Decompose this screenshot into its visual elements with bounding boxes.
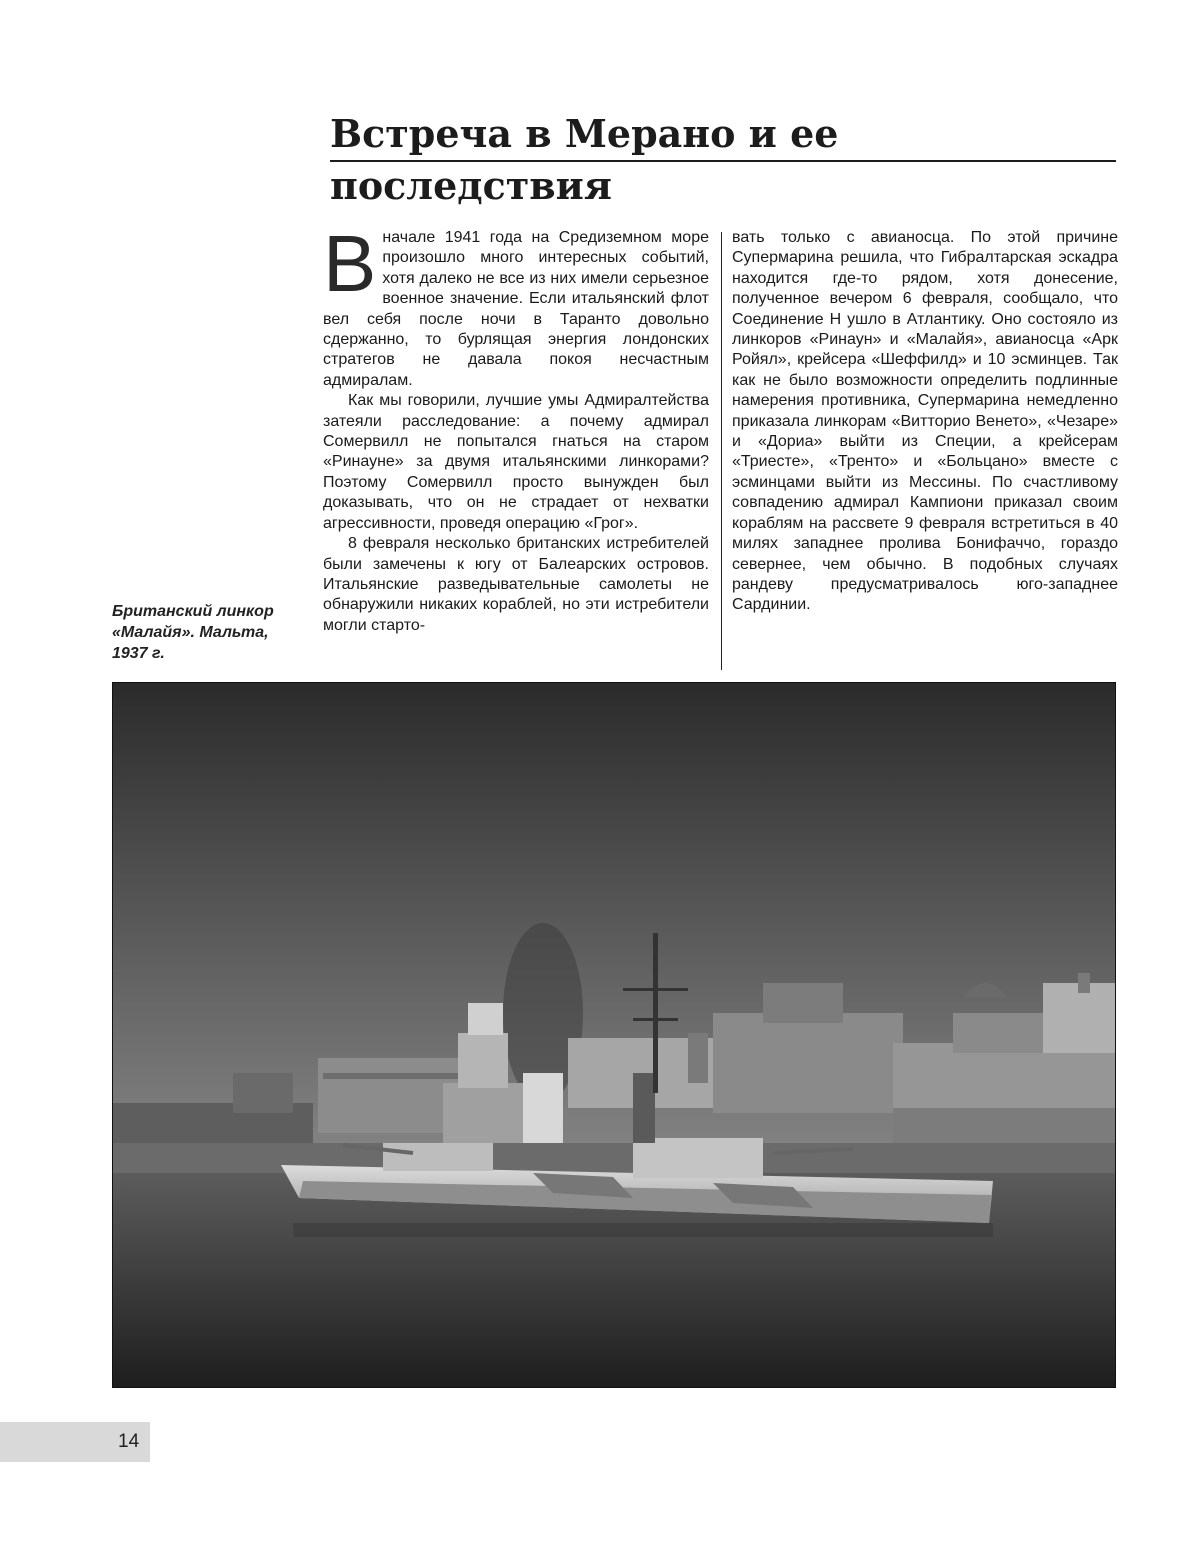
article-title: Встреча в Мерано и ее последствия (330, 111, 839, 208)
page-number: 14 (118, 1431, 140, 1452)
paragraph: Как мы говорили, лучшие умы Адмиралтейства затеяли расследование: а почему адмирал Сомервилл не попытался гнаться на старом «Ринауне» за двумя итальянскими линкорами? Поэтому Сомервилл просто вынужден был доказывать, что он не страдает от нехватки агрессивности, проведя операцию «Грог». (323, 392, 709, 532)
photo-caption: Британский линкор «Малайя». Мальта, 1937 г. (112, 603, 274, 662)
paragraph (323, 219, 709, 391)
paragraph-text: начале 1941 года на Средиземном море произошло много интересных событий, хотя далеко не все из них имели серьезное военное значение. Если итальянский флот вел себя после ночи в Таранто довольно сдержанно, то бурлящая энергия лондонских стратегов не давала покоя несчастным адмиралам. (323, 229, 709, 389)
drop-cap: В (323, 219, 377, 308)
battleship-photo (112, 682, 1116, 1388)
waterfront (113, 1143, 1115, 1173)
paragraph: вать только с авианосца. По этой причине Супермарина решила, что Гибралтарская эскадра находится где-то рядом, хотя донесение, полученное вечером 6 февраля, сообщало, что Соединение Н ушло в Атлантику. Оно состояло из линкоров «Ринаун» и «Малайя», авианосца «Арк Ройял», крейсера «Шеффилд» и 10 эсминцев. Так как не было возможности определить подлинные намерения противника, Супермарина немедленно приказала линкорам «Витторио Венето», «Чезаре» и «Дориа» выйти из Специи, а крейсерам «Триесте», «Тренто» и «Больцано» вместе с эсминцами выйти из Мессины. По счастливому совпадению адмирал Кампиони приказал своим кораблям на рассвете 9 февраля встретиться в 40 милях западнее пролива Бонифаччо, гораздо севернее, чем обычно. В подобных случаях рандеву предусматривалось юго-западнее Сардинии. (732, 229, 1118, 614)
battleship-illustration (113, 683, 1115, 1387)
title-underline (330, 160, 1116, 162)
column-divider (721, 232, 722, 670)
text-column-left (323, 219, 709, 636)
paragraph: 8 февраля несколько британских истребителей были замечены к югу от Балеарских островов. Итальянские разведывательные самолеты не обнаружили никаких кораблей, но эти истребители могли старто- (323, 535, 709, 634)
text-column-right (732, 228, 1118, 616)
ship-reflection (293, 1223, 993, 1237)
